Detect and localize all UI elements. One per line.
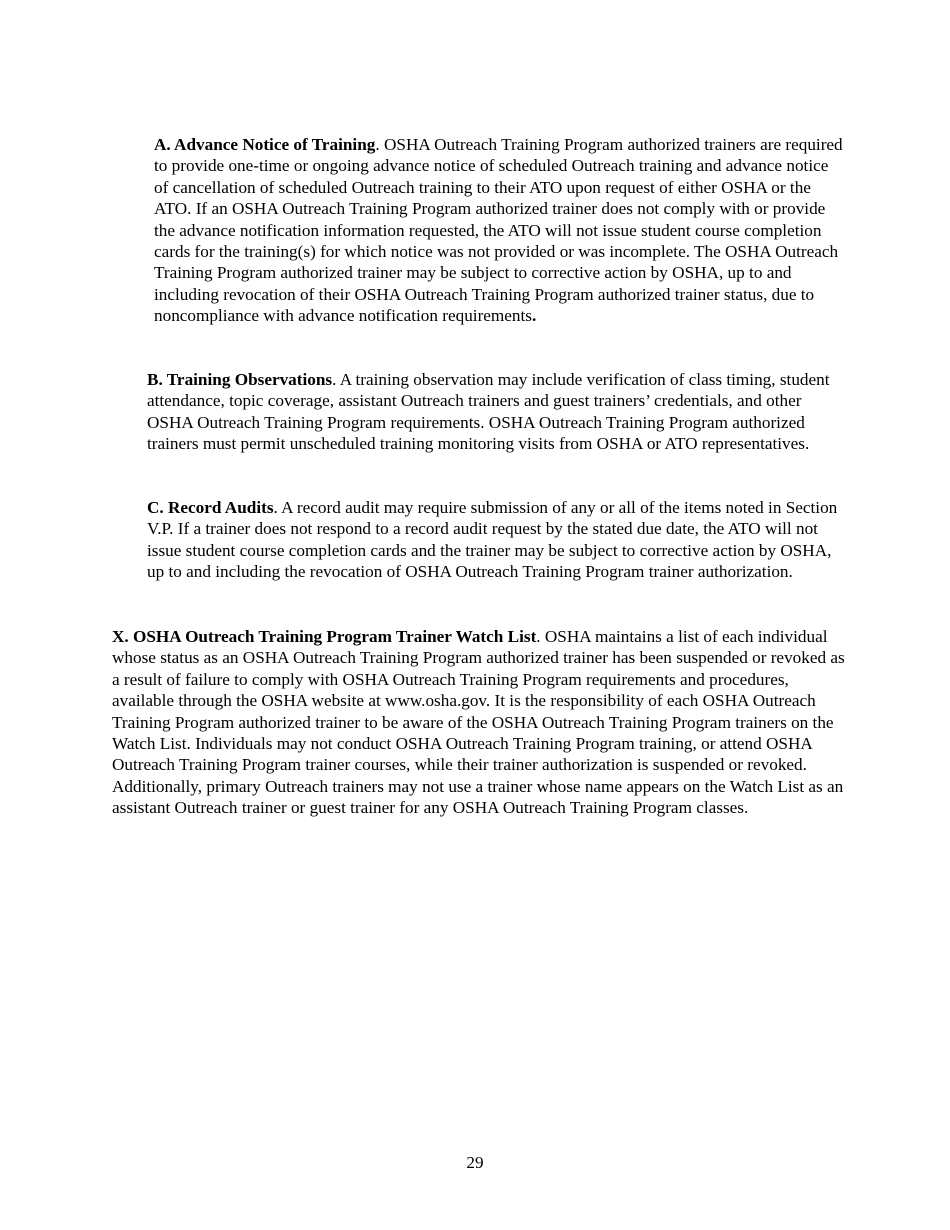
section-x-body: . OSHA maintains a list of each individual whose status as an OSHA Outreach Training Program authorized trainer has been suspended or revoked as a result of failure to comply with OSHA Outreach Training Program requirements and procedures, available through the OSHA website at www.osha.gov. It is the responsibility of each OSHA Outreach Training Program authorized trainer to be aware of the OSHA Outreach Training Program trainers on the Watch List. Individuals may not conduct OSHA Outreach Training Program training, or attend OSHA Outreach Training Program trainer courses, while their trainer authorization is suspended or revoked. Additionally, primary Outreach trainers may not use a trainer whose name appears on the Watch List as an assistant Outreach trainer or guest trainer for any OSHA Outreach Training Program classes.: [112, 627, 845, 818]
page-number: 29: [466, 1153, 484, 1172]
section-x-heading: X. OSHA Outreach Training Program Trainer Watch List: [112, 627, 537, 646]
section-c-heading: C. Record Audits: [147, 498, 274, 517]
section-b-body: . A training observation may include verification of class timing, student attendance, topic coverage, assistant Outreach trainers and guest trainers’ credentials, and other OSHA Outreach Training Program requirements. OSHA Outreach Training Program authorized trainers must permit unscheduled training monitoring visits from OSHA or ATO representatives.: [147, 370, 830, 454]
section-a-body: . OSHA Outreach Training Program authorized trainers are required to provide one-time or ongoing advance notice of scheduled Outreach training and advance notice of cancellation of scheduled Outreach training to their ATO upon request of either OSHA or the ATO. If an OSHA Outreach Training Program authorized trainer does not comply with or provide the advance notification information requested, the ATO will not issue student course completion cards for the training(s) for which notice was not provided or was incomplete. The OSHA Outreach Training Program authorized trainer may be subject to corrective action by OSHA, up to and including revocation of their OSHA Outreach Training Program authorized trainer status, due to noncompliance with advance notification requirements: [154, 135, 843, 326]
section-b-paragraph: [147, 369, 846, 455]
section-x-paragraph: [112, 626, 846, 819]
section-a-heading: A. Advance Notice of Training: [154, 135, 376, 154]
section-b-heading: B. Training Observations: [147, 370, 333, 389]
section-c-body: . A record audit may require submission of any or all of the items noted in Section V.P. If a trainer does not respond to a record audit request by the stated due date, the ATO will not issue student course completion cards and the trainer may be subject to corrective action by OSHA, up to and including the revocation of OSHA Outreach Training Program trainer authorization.: [147, 498, 838, 582]
section-a-end-mark: .: [532, 306, 537, 326]
section-c-paragraph: [147, 497, 846, 583]
section-a-paragraph: [154, 134, 846, 327]
